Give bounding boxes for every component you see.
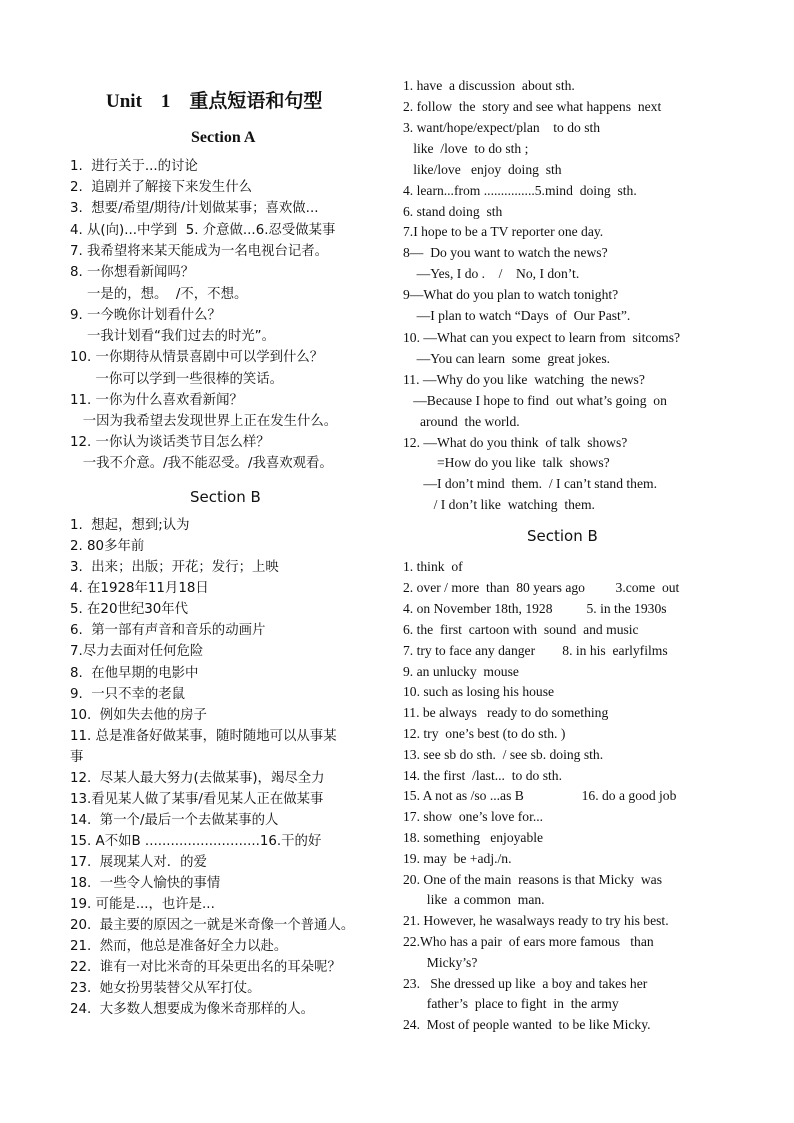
list-item: =How do you like talk shows? (403, 455, 610, 470)
list-item: 7.尽力去面对任何危险 (70, 644, 204, 659)
list-item: 20. One of the main reasons is that Micky was (403, 872, 662, 887)
list-item: 21. However, he wasalways ready to try his best. (403, 913, 669, 928)
list-item: 7. 我希望将来某天能成为一名电视台记者。 (70, 244, 329, 259)
list-item: 7. try to face any danger 8. in his earlyfilms (403, 643, 668, 658)
list-item: around the world. (403, 414, 520, 429)
list-item: 3. want/hope/expect/plan to do sth (403, 120, 601, 135)
list-item: 1. have a discussion about sth. (403, 78, 575, 93)
list-item: 19. may be +adj./n. (403, 851, 512, 866)
list-item: 14. 第一个/最后一个去做某事的人 (70, 813, 279, 828)
list-item: like /love to do sth ; (403, 141, 529, 156)
list-item: 15. A不如B ...........................16.干的好 (70, 834, 322, 849)
list-item: / I don’t like watching them. (403, 497, 595, 512)
list-item: 2. follow the story and see what happens next (403, 99, 662, 114)
section-b-heading-right: Section B (527, 527, 598, 545)
list-item: 8. 在他早期的电影中 (70, 666, 199, 681)
list-item: 6. the first cartoon with sound and music (403, 622, 639, 637)
list-item: 4. on November 18th, 1928 5. in the 1930s (403, 601, 667, 616)
list-item: 10. —What can you expect to learn from sitcoms? (403, 330, 681, 345)
list-item: 5. 在20世纪30年代 (70, 602, 189, 617)
page-title: Unit 1 重点短语和句型 (106, 91, 323, 112)
list-item: 一我计划看“我们过去的时光”。 (70, 329, 275, 344)
list-item: 9. 一今晚你计划看什么？ (70, 308, 221, 323)
list-item: 6. 第一部有声音和音乐的动画片 (70, 623, 266, 638)
list-item: —Because I hope to find out what’s going on (403, 393, 667, 408)
list-item: 2. over / more than 80 years ago 3.come out (403, 580, 680, 595)
list-item: 2. 80多年前 (70, 539, 145, 554)
list-item: 11. 总是准备好做某事，随时随地可以从事某 (70, 729, 337, 744)
list-item: 1. 想起，想到;认为 (70, 518, 190, 533)
list-item: like/love enjoy doing sth (403, 162, 562, 177)
list-item: 4. 在1928年11月18日 (70, 581, 209, 596)
list-item: —Yes, I do . / No, I don’t. (403, 266, 580, 281)
list-item: 一你可以学到一些很棒的笑话。 (70, 372, 284, 387)
list-item: 14. the first /last... to do sth. (403, 768, 562, 783)
list-item: 6. stand doing sth (403, 204, 503, 219)
list-item: 18. 一些令人愉快的事情 (70, 876, 221, 891)
list-item: 12. —What do you think of talk shows? (403, 435, 628, 450)
list-item: 11. 一你为什么喜欢看新闻？ (70, 393, 243, 408)
list-item: 22. 谁有一对比米奇的耳朵更出名的耳朵呢？ (70, 960, 341, 975)
list-item: 15. A not as /so ...as B 16. do a good job (403, 788, 677, 803)
list-item: 4. 从(向)...中学到 5. 介意做...6.忍受做某事 (70, 223, 336, 238)
list-item: 13. see sb do sth. / see sb. doing sth. (403, 747, 604, 762)
list-item: Micky’s? (403, 955, 478, 970)
list-item: father’s place to fight in the army (403, 996, 619, 1011)
list-item: —I plan to watch “Days of Our Past”. (403, 308, 631, 323)
list-item: like a common man. (403, 892, 545, 907)
list-item: 20. 最主要的原因之一就是米奇像一个普通人。 (70, 918, 355, 933)
list-item: 9. an unlucky mouse (403, 664, 519, 679)
list-item: 10. 例如失去他的房子 (70, 708, 207, 723)
list-item: 24. Most of people wanted to be like Micky. (403, 1017, 651, 1032)
list-item: 17. 展现某人对．的爱 (70, 855, 207, 870)
list-item: 1. think of (403, 559, 463, 574)
list-item: 3. 想要/希望/期待/计划做某事；喜欢做... (70, 201, 319, 216)
list-item: 22.Who has a pair of ears more famous than (403, 934, 654, 949)
list-item: 事 (70, 750, 84, 765)
list-item: 12. try one’s best (to do sth. ) (403, 726, 566, 741)
list-item: 9—What do you plan to watch tonight? (403, 287, 619, 302)
list-item: 10. 一你期待从情景喜剧中可以学到什么？ (70, 350, 324, 365)
list-item: 7.I hope to be a TV reporter one day. (403, 224, 604, 239)
list-item: 13.看见某人做了某事/看见某人正在做某事 (70, 792, 324, 807)
list-item: 一是的，想。 /不，不想。 (70, 287, 248, 302)
list-item: 19. 可能是...，也许是... (70, 897, 215, 912)
section-a-heading: Section A (191, 129, 256, 146)
list-item: 一我不介意。/我不能忍受。/我喜欢观看。 (70, 456, 333, 471)
list-item: 8. 一你想看新闻吗？ (70, 265, 195, 280)
list-item: 8— Do you want to watch the news? (403, 245, 608, 260)
list-item: 1. 进行关于...的讨论 (70, 159, 198, 174)
list-item: 23. She dressed up like a boy and takes her (403, 976, 648, 991)
list-item: 9. 一只不幸的老鼠 (70, 687, 186, 702)
list-item: 12. 尽某人最大努力(去做某事)，竭尽全力 (70, 771, 325, 786)
list-item: —I don’t mind them. / I can’t stand them. (403, 476, 657, 491)
list-item: —You can learn some great jokes. (403, 351, 611, 366)
list-item: 3. 出来；出版；开花；发行；上映 (70, 560, 279, 575)
list-item: 2. 追剧并了解接下来发生什么 (70, 180, 252, 195)
list-item: 10. such as losing his house (403, 684, 555, 699)
list-item: 11. —Why do you like watching the news? (403, 372, 645, 387)
list-item: 17. show one’s love for... (403, 809, 544, 824)
list-item: 18. something enjoyable (403, 830, 544, 845)
list-item: 一因为我希望去发现世界上正在发生什么。 (70, 414, 338, 429)
list-item: 24. 大多数人想要成为像米奇那样的人。 (70, 1002, 315, 1017)
list-item: 4. learn...from ...............5.mind doing sth. (403, 183, 637, 198)
list-item: 12. 一你认为谈话类节目怎么样？ (70, 435, 270, 450)
section-b-heading-left: Section B (190, 488, 261, 506)
list-item: 11. be always ready to do something (403, 705, 609, 720)
list-item: 23. 她女扮男装替父从军打仗。 (70, 981, 261, 996)
list-item: 21. 然而，他总是准备好全力以赴。 (70, 939, 288, 954)
